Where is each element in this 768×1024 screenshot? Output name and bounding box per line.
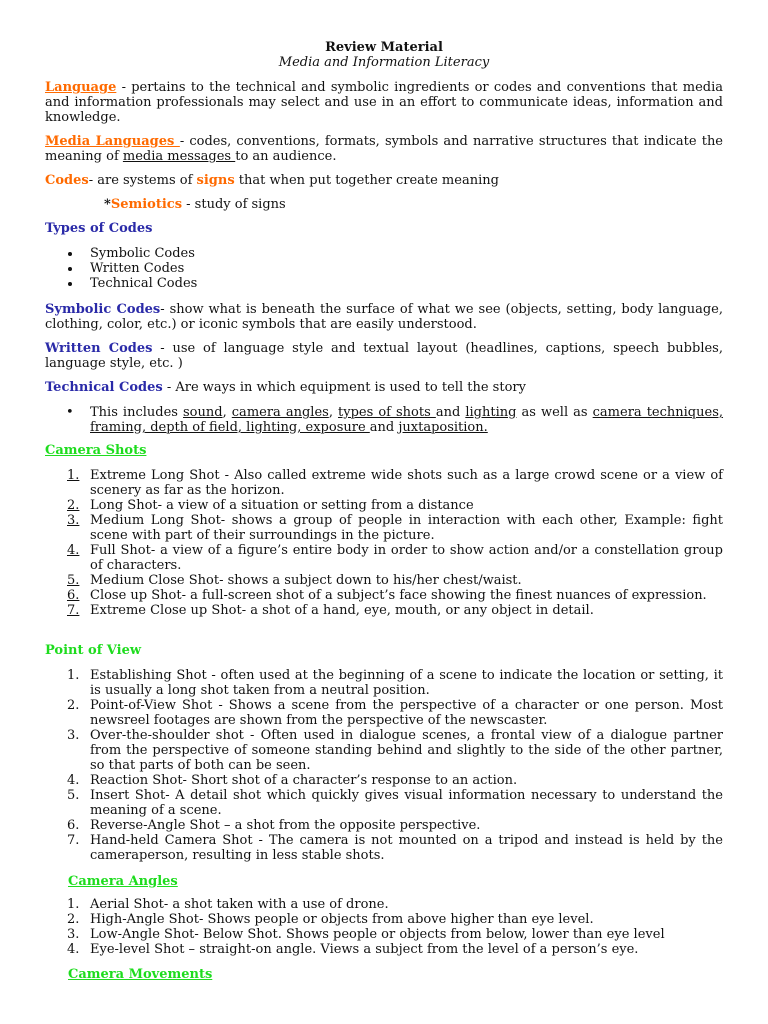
text-fragment: and — [435, 405, 466, 420]
list-item — [67, 927, 723, 942]
camera-shots-heading: Camera Shots — [45, 443, 147, 458]
list-number: 1. — [67, 468, 80, 483]
bullet-icon — [68, 267, 72, 271]
list-number: 7. — [67, 833, 80, 848]
list-item-text: Hand-held Camera Shot - The camera is not mounted on a tripod and instead is held by the cameraperson, resulting in less stable shots. — [90, 833, 723, 863]
list-item — [90, 276, 723, 291]
list-item — [67, 603, 723, 618]
camera-angles-heading: Camera Angles — [68, 874, 178, 889]
written-codes-definition — [45, 341, 723, 371]
list-item-text: Low-Angle Shot- Below Shot. Shows people or objects from below, lower than eye level — [90, 927, 665, 942]
list-item — [67, 588, 723, 603]
list-item-text: Over-the-shoulder shot - Often used in dialogue scenes, a frontal view of a dialogue partner from the perspective of someone standing behind and slightly to the side of the other partner, so that parts of both can be seen. — [90, 728, 723, 773]
list-item-text: Written Codes — [90, 261, 185, 276]
list-item-text: Medium Long Shot- shows a group of people in interaction with each other, Example: fight scene with part of their surroundings in the picture. — [90, 513, 723, 543]
camera-movements-heading: Camera Movements — [68, 967, 213, 982]
list-item-text: Close up Shot- a full-screen shot of a subject’s face showing the finest nuances of expression. — [90, 588, 707, 603]
list-number: 2. — [67, 912, 80, 927]
text-fragment: This includes — [90, 405, 184, 420]
list-item — [67, 668, 723, 698]
list-item — [66, 405, 724, 435]
list-item — [67, 833, 723, 863]
lighting-term: lighting — [465, 405, 517, 420]
bullet-icon — [68, 252, 72, 256]
camera-angles-list — [67, 897, 723, 957]
list-number: 1. — [67, 668, 80, 683]
list-number: 6. — [67, 818, 80, 833]
language-definition — [45, 80, 723, 125]
list-item-text: Symbolic Codes — [90, 246, 195, 261]
list-item-text: Reverse-Angle Shot – a shot from the opposite perspective. — [90, 818, 481, 833]
language-text: - pertains to the technical and symbolic ingredients or codes and conventions that media and information professionals may select and use in an effort to communicate ideas, information and knowledge. — [45, 80, 723, 125]
semiotics-definition — [104, 197, 704, 212]
list-number: 2. — [67, 498, 80, 513]
types-of-codes-heading: Types of Codes — [45, 221, 153, 236]
written-codes-text: - use of language style and textual layout (headlines, captions, speech bubbles, language style, etc. ) — [45, 341, 723, 371]
types-of-codes-list — [90, 246, 723, 291]
list-item — [67, 513, 723, 543]
technical-codes-term: Technical Codes — [45, 380, 163, 395]
list-item — [67, 942, 723, 957]
media-languages-definition — [45, 134, 723, 164]
list-item — [67, 788, 723, 818]
text-fragment: as well as — [516, 405, 593, 420]
list-number: 5. — [67, 788, 80, 803]
technical-codes-text: - Are ways in which equipment is used to tell the story — [162, 380, 526, 395]
camera-shots-list — [67, 468, 723, 618]
codes-text-1: - are systems of — [88, 173, 197, 188]
list-number: 4. — [67, 543, 80, 558]
media-languages-text-2: to an audience. — [235, 149, 337, 164]
types-of-shots-term: types of shots — [338, 405, 436, 420]
list-item — [67, 468, 723, 498]
list-number: 3. — [67, 513, 80, 528]
media-languages-text-1: - codes, conventions, formats, symbols and narrative structures that indicate the meaning of — [45, 134, 724, 164]
list-number: 6. — [67, 588, 80, 603]
point-of-view-heading: Point of View — [45, 643, 142, 658]
codes-signs: signs — [196, 173, 235, 188]
list-item-text: Insert Shot- A detail shot which quickly gives visual information necessary to understand the meaning of a scene. — [90, 788, 723, 818]
list-item — [67, 728, 723, 773]
list-item — [67, 773, 723, 788]
document-subtitle: Media and Information Literacy — [278, 55, 490, 70]
list-item — [67, 543, 723, 573]
list-item — [90, 261, 723, 276]
list-item-text: Extreme Long Shot - Also called extreme wide shots such as a large crowd scene or a view of scenery as far as the horizon. — [90, 468, 723, 498]
document-title: Review Material — [325, 40, 443, 55]
list-number: 3. — [67, 728, 80, 743]
list-item-text: Reaction Shot- Short shot of a character’s response to an action. — [90, 773, 518, 788]
list-item-text: Point-of-View Shot - Shows a scene from the perspective of a character or one person. Most newsreel footages are shown from the perspective of the newscaster. — [90, 698, 723, 728]
list-item-text: Long Shot- a view of a situation or setting from a distance — [90, 498, 474, 513]
sound-term: sound — [183, 405, 223, 420]
technical-codes-definition — [45, 380, 723, 395]
juxtaposition-term: juxtaposition. — [398, 420, 488, 435]
point-of-view-list — [67, 668, 723, 863]
text-fragment: , — [328, 405, 339, 420]
media-messages-link: media messages — [122, 149, 236, 164]
list-item — [67, 498, 723, 513]
list-item-text: High-Angle Shot- Shows people or objects from above higher than eye level. — [90, 912, 594, 927]
language-term: Language — [45, 80, 117, 95]
list-item-text: Medium Close Shot- shows a subject down to his/her chest/waist. — [90, 573, 522, 588]
list-number: 4. — [67, 773, 80, 788]
codes-text-2: that when put together create meaning — [234, 173, 499, 188]
codes-term: Codes — [45, 173, 89, 188]
semiotics-term: Semiotics — [110, 197, 183, 212]
list-number: 5. — [67, 573, 80, 588]
camera-techniques-term: camera techniques, framing, depth of field, lighting, exposure — [90, 405, 724, 435]
list-item — [67, 818, 723, 833]
list-number: 1. — [67, 897, 80, 912]
list-item-text: Technical Codes — [90, 276, 198, 291]
list-number: 7. — [67, 603, 80, 618]
bullet-icon: • — [66, 405, 74, 420]
list-number: 4. — [67, 942, 80, 957]
technical-codes-list — [66, 405, 724, 435]
text-fragment: , — [222, 405, 232, 420]
list-item-text: Full Shot- a view of a figure’s entire body in order to show action and/or a constellation group of characters. — [90, 543, 723, 573]
symbolic-codes-definition — [45, 302, 723, 332]
list-number: 3. — [67, 927, 80, 942]
media-languages-term: Media Languages — [45, 134, 180, 149]
list-number: 2. — [67, 698, 80, 713]
list-item — [67, 573, 723, 588]
list-item — [90, 246, 723, 261]
list-item — [67, 897, 723, 912]
list-item-text: Extreme Close up Shot- a shot of a hand, eye, mouth, or any object in detail. — [90, 603, 594, 618]
semiotics-star: * — [104, 197, 111, 212]
list-item-text: Establishing Shot - often used at the beginning of a scene to indicate the location or setting, it is usually a long shot taken from a neutral position. — [90, 668, 723, 698]
symbolic-codes-term: Symbolic Codes — [45, 302, 161, 317]
list-item-text: Aerial Shot- a shot taken with a use of drone. — [90, 897, 389, 912]
list-item — [67, 698, 723, 728]
list-item — [67, 912, 723, 927]
codes-definition — [45, 173, 723, 188]
bullet-icon — [68, 282, 72, 286]
symbolic-codes-text: - show what is beneath the surface of what we see (objects, setting, body language, clothing, color, etc.) or iconic symbols that are easily understood. — [45, 302, 723, 332]
text-fragment: and — [369, 420, 399, 435]
semiotics-text: - study of signs — [182, 197, 286, 212]
list-item-text: Eye-level Shot – straight-on angle. Views a subject from the level of a person’s eye. — [90, 942, 639, 957]
written-codes-term: Written Codes — [45, 341, 153, 356]
camera-angles-term: camera angles — [231, 405, 329, 420]
